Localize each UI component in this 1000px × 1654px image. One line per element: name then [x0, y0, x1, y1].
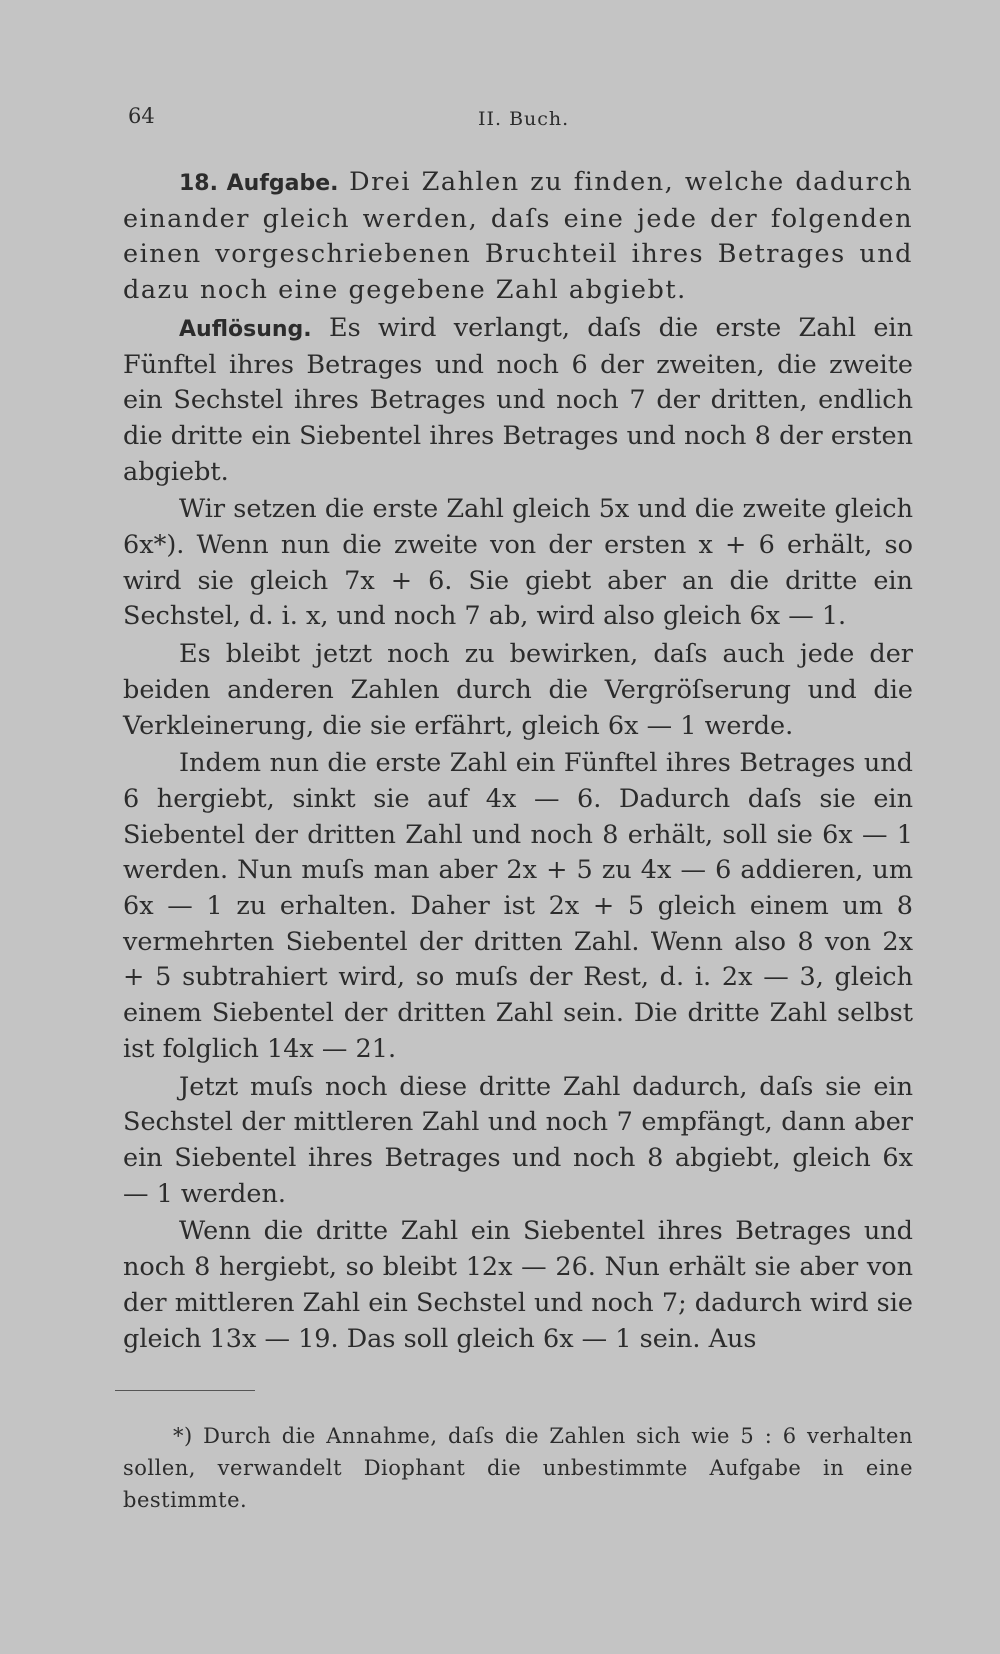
solution-heading: Auflösung.: [179, 316, 312, 342]
footnote: *) Durch die Annahme, daſs die Zahlen sich wie 5 : 6 verhalten sollen, verwandelt Diophant die unbestimmte Aufgabe in eine bestimmte.: [123, 1424, 913, 1512]
paragraph: [123, 746, 913, 1067]
paragraph-text: Wir setzen die erste Zahl gleich 5x und die zweite gleich 6x*). Wenn nun die zweite von der ersten x + 6 erhält, so wird sie gleich 7x + 6. Sie giebt aber an die dritte ein Sechstel, d. i. x, und noch 7 ab, wird also gleich 6x — 1.: [123, 494, 913, 632]
page-header: [128, 104, 876, 140]
paragraph: [123, 1070, 913, 1213]
paragraph: [123, 492, 913, 635]
problem-heading: 18. Aufgabe.: [179, 171, 339, 196]
paragraph-text: Wenn die dritte Zahl ein Siebentel ihres Betrages und noch 8 hergiebt, so bleibt 12x — 26. Nun erhält sie aber von der mittleren Zahl ein Sechstel und noch 7; dadurch wird sie gleich 13x — 19. Das soll gleich 6x — 1 sein. Aus: [123, 1216, 913, 1354]
paragraph-text: Indem nun die erste Zahl ein Fünftel ihres Betrages und 6 hergiebt, sinkt sie auf 4x — 6. Dadurch daſs sie ein Siebentel der dritten Zahl und noch 8 erhält, soll sie 6x — 1 werden. Nun muſs man aber 2x + 5 zu 4x — 6 addieren, um 6x — 1 zu erhalten. Daher ist 2x + 5 gleich einem um 8 vermehrten Siebentel der dritten Zahl. Wenn also 8 von 2x + 5 subtrahiert wird, so muſs der Rest, d. i. 2x — 3, gleich einem Siebentel der dritten Zahl sein. Die dritte Zahl selbst ist folglich 14x — 21.: [123, 748, 913, 1064]
footnote-divider: [115, 1390, 255, 1391]
paragraph: [123, 637, 913, 744]
paragraph: [123, 1214, 913, 1357]
paragraph-problem-statement: [123, 165, 913, 309]
page-number: 64: [128, 104, 155, 128]
paragraph-solution: [123, 311, 913, 491]
paragraph-text: Es bleibt jetzt noch zu bewirken, daſs auch jede der beiden anderen Zahlen durch die Vergröſserung und die Verkleinerung, die sie erfährt, gleich 6x — 1 werde.: [123, 639, 913, 741]
paragraph-text: Jetzt muſs noch diese dritte Zahl dadurch, daſs sie ein Sechstel der mittleren Zahl und noch 7 empfängt, dann aber ein Siebentel ihres Betrages und noch 8 abgiebt, gleich 6x — 1 werden.: [123, 1071, 913, 1209]
body-text: [123, 165, 913, 1359]
running-head: II. Buch.: [478, 108, 570, 130]
paragraph-text: Es wird verlangt, daſs die erste Zahl ein Fünftel ihres Betrages und noch 6 der zweiten, die zweite ein Sechstel ihres Betrages und noch 7 der dritten, endlich die dritte ein Siebentel ihres Betrages und noch 8 der ersten abgiebt.: [123, 312, 913, 487]
paragraph-text: Drei Zahlen zu finden, welche dadurch einander gleich werden, daſs eine jede der folgenden einen vorgeschriebenen Bruchteil ihres Betrages und dazu noch eine gegebene Zahl abgiebt.: [123, 167, 913, 306]
